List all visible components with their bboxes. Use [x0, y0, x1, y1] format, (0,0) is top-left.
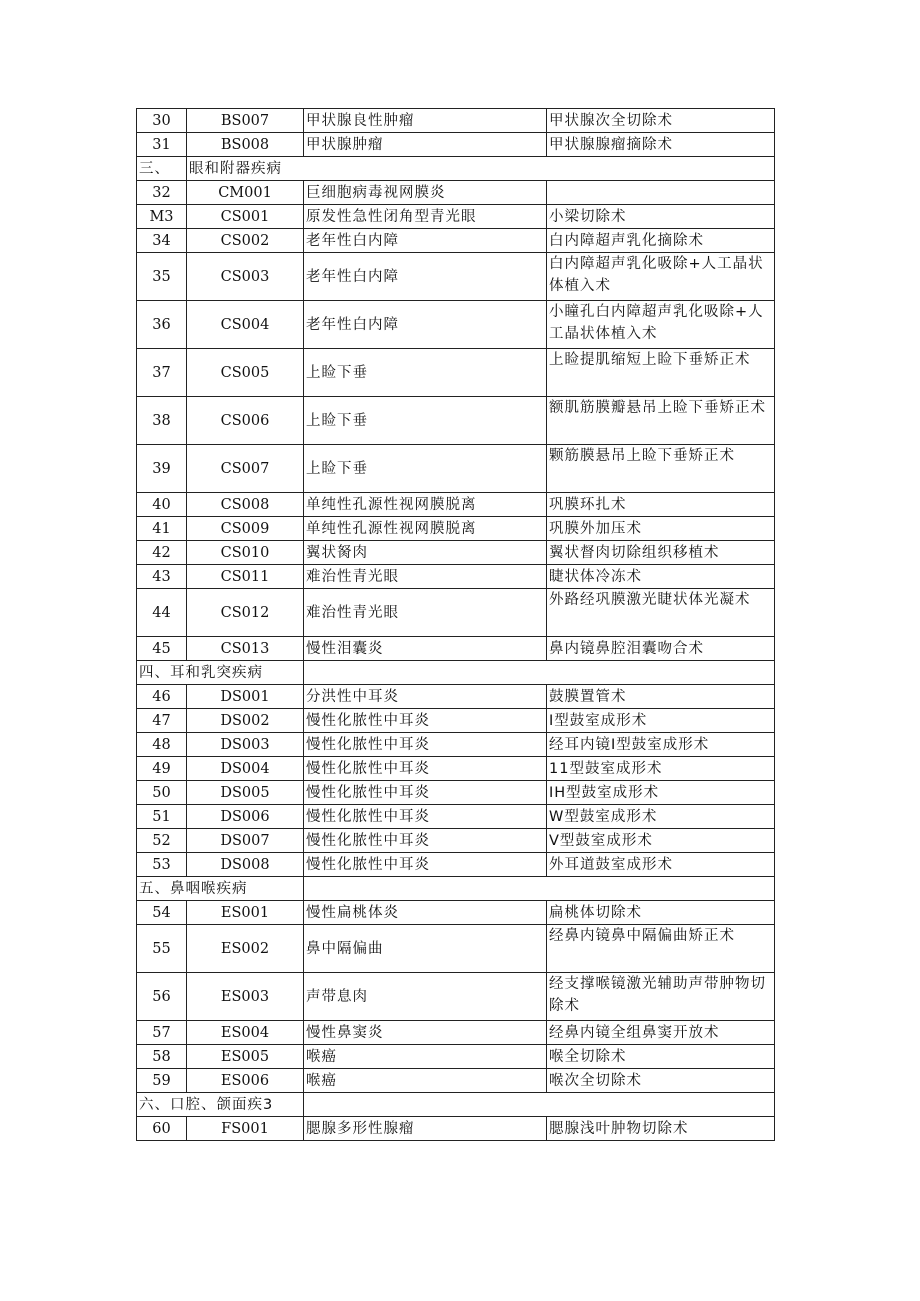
disease-name: 慢性化脓性中耳炎	[304, 829, 547, 853]
row-number: 59	[137, 1069, 187, 1093]
section-label: 四、耳和乳突疾病	[137, 661, 304, 685]
row-number: 60	[137, 1117, 187, 1141]
table-row	[137, 829, 775, 853]
row-number: 46	[137, 685, 187, 709]
row-number: 41	[137, 517, 187, 541]
procedure-table	[136, 108, 775, 1141]
table-row	[137, 925, 775, 973]
table-row	[137, 589, 775, 637]
procedure-code: CS008	[187, 493, 304, 517]
table-row	[137, 853, 775, 877]
section-label: 三、	[137, 157, 187, 181]
section-header-row	[137, 877, 775, 901]
disease-name: 难治性青光眼	[304, 589, 547, 637]
disease-name: 慢性化脓性中耳炎	[304, 853, 547, 877]
procedure-code: CS005	[187, 349, 304, 397]
operation-name: 喉次全切除术	[547, 1069, 775, 1093]
procedure-code: CM001	[187, 181, 304, 205]
row-number: M3	[137, 205, 187, 229]
row-number: 37	[137, 349, 187, 397]
table-row	[137, 253, 775, 301]
procedure-code: ES001	[187, 901, 304, 925]
section-title: 眼和附器疾病	[187, 157, 775, 181]
procedure-code: CS011	[187, 565, 304, 589]
row-number: 34	[137, 229, 187, 253]
disease-name: 喉癌	[304, 1069, 547, 1093]
table-row	[137, 397, 775, 445]
procedure-code: CS003	[187, 253, 304, 301]
operation-name: 11型鼓室成形术	[547, 757, 775, 781]
operation-name: 白内障超声乳化摘除术	[547, 229, 775, 253]
procedure-code: ES006	[187, 1069, 304, 1093]
operation-name: 小瞳孔白内障超声乳化吸除+人工晶状体植入术	[547, 301, 775, 349]
procedure-code: DS003	[187, 733, 304, 757]
operation-name: 睫状体冷冻术	[547, 565, 775, 589]
row-number: 39	[137, 445, 187, 493]
procedure-code: ES004	[187, 1021, 304, 1045]
disease-name: 单纯性孔源性视网膜脱离	[304, 517, 547, 541]
table-row	[137, 1021, 775, 1045]
procedure-code: CS009	[187, 517, 304, 541]
disease-name: 上睑下垂	[304, 397, 547, 445]
operation-name: IH型鼓室成形术	[547, 781, 775, 805]
table-row	[137, 133, 775, 157]
table-row	[137, 349, 775, 397]
procedure-code: CS012	[187, 589, 304, 637]
row-number: 58	[137, 1045, 187, 1069]
table-row	[137, 757, 775, 781]
table-row	[137, 1117, 775, 1141]
disease-name: 慢性泪囊炎	[304, 637, 547, 661]
disease-name: 鼻中隔偏曲	[304, 925, 547, 973]
disease-name: 巨细胞病毒视网膜炎	[304, 181, 547, 205]
disease-name: 慢性扁桃体炎	[304, 901, 547, 925]
section-empty-cell	[304, 1093, 775, 1117]
section-label: 六、口腔、颌面疾3	[137, 1093, 304, 1117]
operation-name: 颗筋膜悬吊上睑下垂矫正术	[547, 445, 775, 493]
section-label: 五、鼻咽喉疾病	[137, 877, 304, 901]
procedure-code: BS008	[187, 133, 304, 157]
operation-name: 额肌筋膜瓣悬吊上睑下垂矫正术	[547, 397, 775, 445]
operation-name: 甲状腺腺瘤摘除术	[547, 133, 775, 157]
disease-name: 慢性化脓性中耳炎	[304, 733, 547, 757]
operation-name: 翼状督肉切除组织移植术	[547, 541, 775, 565]
row-number: 42	[137, 541, 187, 565]
procedure-code: DS004	[187, 757, 304, 781]
table-row	[137, 973, 775, 1021]
section-empty-cell	[304, 661, 775, 685]
row-number: 47	[137, 709, 187, 733]
row-number: 53	[137, 853, 187, 877]
disease-name: 单纯性孔源性视网膜脱离	[304, 493, 547, 517]
disease-name: 老年性白内障	[304, 229, 547, 253]
table-row	[137, 685, 775, 709]
table-row	[137, 181, 775, 205]
table-row	[137, 517, 775, 541]
disease-name: 难治性青光眼	[304, 565, 547, 589]
operation-name: 外耳道鼓室成形术	[547, 853, 775, 877]
table-row	[137, 1045, 775, 1069]
procedure-code: CS006	[187, 397, 304, 445]
row-number: 36	[137, 301, 187, 349]
table-row	[137, 229, 775, 253]
disease-name: 老年性白内障	[304, 301, 547, 349]
row-number: 57	[137, 1021, 187, 1045]
procedure-code: CS010	[187, 541, 304, 565]
disease-name: 老年性白内障	[304, 253, 547, 301]
operation-name: W型鼓室成形术	[547, 805, 775, 829]
disease-name: 翼状胬肉	[304, 541, 547, 565]
table-row	[137, 805, 775, 829]
operation-name: 喉全切除术	[547, 1045, 775, 1069]
table-row	[137, 733, 775, 757]
disease-name: 甲状腺肿瘤	[304, 133, 547, 157]
operation-name: I型鼓室成形术	[547, 709, 775, 733]
operation-name: 经支撑喉镜激光辅助声带肿物切除术	[547, 973, 775, 1021]
table-row	[137, 493, 775, 517]
row-number: 44	[137, 589, 187, 637]
procedure-code: DS002	[187, 709, 304, 733]
procedure-code: FS001	[187, 1117, 304, 1141]
procedure-code: CS004	[187, 301, 304, 349]
operation-name: 小梁切除术	[547, 205, 775, 229]
operation-name: 白内障超声乳化吸除+人工晶状体植入术	[547, 253, 775, 301]
row-number: 43	[137, 565, 187, 589]
procedure-code: ES005	[187, 1045, 304, 1069]
section-header-row	[137, 1093, 775, 1117]
operation-name: 巩膜外加压术	[547, 517, 775, 541]
operation-name: 甲状腺次全切除术	[547, 109, 775, 133]
operation-name: 扁桃体切除术	[547, 901, 775, 925]
procedure-code: CS001	[187, 205, 304, 229]
operation-name: 外路经巩膜激光睫状体光凝术	[547, 589, 775, 637]
procedure-code: ES003	[187, 973, 304, 1021]
disease-name: 甲状腺良性肿瘤	[304, 109, 547, 133]
table-row	[137, 205, 775, 229]
table-row	[137, 445, 775, 493]
row-number: 56	[137, 973, 187, 1021]
table-row	[137, 901, 775, 925]
disease-name: 上睑下垂	[304, 445, 547, 493]
procedure-code: DS008	[187, 853, 304, 877]
procedure-code: ES002	[187, 925, 304, 973]
procedure-code: DS001	[187, 685, 304, 709]
table-row	[137, 1069, 775, 1093]
row-number: 40	[137, 493, 187, 517]
operation-name: 鼻内镜鼻腔泪囊吻合术	[547, 637, 775, 661]
table-row	[137, 109, 775, 133]
disease-name: 声带息肉	[304, 973, 547, 1021]
procedure-code: CS007	[187, 445, 304, 493]
row-number: 49	[137, 757, 187, 781]
procedure-code: BS007	[187, 109, 304, 133]
table-row	[137, 565, 775, 589]
operation-name: 上睑提肌缩短上睑下垂矫正术	[547, 349, 775, 397]
disease-name: 原发性急性闭角型青光眼	[304, 205, 547, 229]
operation-name	[547, 181, 775, 205]
row-number: 45	[137, 637, 187, 661]
table-row	[137, 541, 775, 565]
row-number: 35	[137, 253, 187, 301]
procedure-table-body	[137, 109, 775, 1141]
disease-name: 慢性化脓性中耳炎	[304, 757, 547, 781]
disease-name: 腮腺多形性腺瘤	[304, 1117, 547, 1141]
procedure-code: CS002	[187, 229, 304, 253]
procedure-code: CS013	[187, 637, 304, 661]
disease-name: 慢性化脓性中耳炎	[304, 781, 547, 805]
row-number: 48	[137, 733, 187, 757]
row-number: 55	[137, 925, 187, 973]
section-header-row	[137, 661, 775, 685]
operation-name: 鼓膜置管术	[547, 685, 775, 709]
row-number: 51	[137, 805, 187, 829]
row-number: 50	[137, 781, 187, 805]
procedure-code: DS005	[187, 781, 304, 805]
table-row	[137, 301, 775, 349]
disease-name: 慢性化脓性中耳炎	[304, 805, 547, 829]
table-row	[137, 781, 775, 805]
disease-name: 慢性鼻窦炎	[304, 1021, 547, 1045]
table-row	[137, 637, 775, 661]
procedure-code: DS006	[187, 805, 304, 829]
procedure-code: DS007	[187, 829, 304, 853]
row-number: 54	[137, 901, 187, 925]
disease-name: 慢性化脓性中耳炎	[304, 709, 547, 733]
table-row	[137, 709, 775, 733]
row-number: 52	[137, 829, 187, 853]
operation-name: V型鼓室成形术	[547, 829, 775, 853]
section-empty-cell	[304, 877, 775, 901]
row-number: 38	[137, 397, 187, 445]
row-number: 32	[137, 181, 187, 205]
operation-name: 巩膜环扎术	[547, 493, 775, 517]
row-number: 30	[137, 109, 187, 133]
row-number: 31	[137, 133, 187, 157]
disease-name: 上睑下垂	[304, 349, 547, 397]
operation-name: 经鼻内镜鼻中隔偏曲矫正术	[547, 925, 775, 973]
operation-name: 腮腺浅叶肿物切除术	[547, 1117, 775, 1141]
disease-name: 喉癌	[304, 1045, 547, 1069]
operation-name: 经耳内镜I型鼓室成形术	[547, 733, 775, 757]
disease-name: 分洪性中耳炎	[304, 685, 547, 709]
section-header-row	[137, 157, 775, 181]
operation-name: 经鼻内镜全组鼻窦开放术	[547, 1021, 775, 1045]
